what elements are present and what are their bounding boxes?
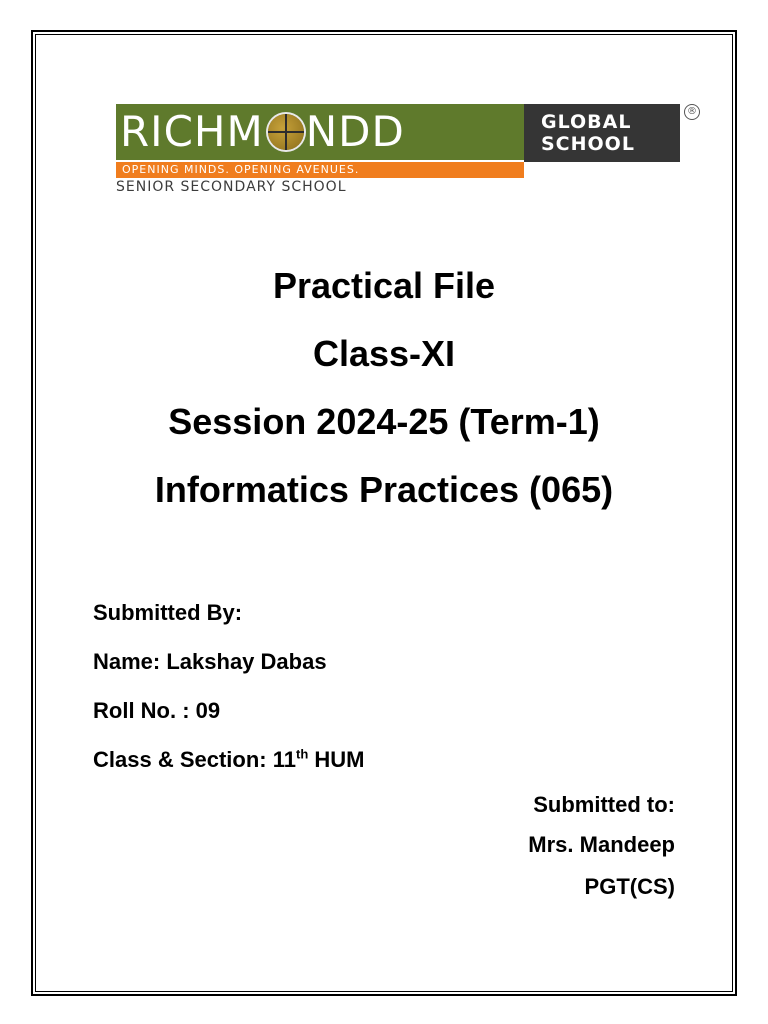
logo-badge — [524, 104, 680, 162]
roll-number: Roll No. : 09 — [93, 698, 221, 723]
class-section-prefix: Class & Section: 11 — [93, 747, 296, 772]
title-block — [0, 262, 768, 534]
title-class: Class-XI — [312, 333, 456, 374]
class-section-superscript: th — [295, 746, 309, 762]
logo-subtitle: SENIOR SECONDARY SCHOOL — [116, 179, 347, 195]
class-section-suffix: HUM — [308, 747, 365, 772]
submitted-to-block — [528, 790, 675, 910]
class-section — [93, 745, 364, 794]
logo-badge-line2: SCHOOL — [541, 133, 635, 155]
title-session: Session 2024-25 (Term-1) — [168, 401, 600, 442]
submitted-to-heading: Submitted to: — [533, 792, 675, 817]
logo-badge-line1: GLOBAL — [541, 111, 632, 133]
registered-mark-icon: ® — [684, 104, 700, 120]
teacher-designation: PGT(CS) — [584, 874, 675, 899]
submitted-by-block — [93, 598, 364, 794]
title-subject: Informatics Practices (065) — [154, 469, 614, 510]
logo-word-left: RICHM — [120, 107, 264, 156]
student-name: Name: Lakshay Dabas — [93, 649, 327, 674]
logo-word-right: NDD — [305, 107, 405, 156]
logo-wordmark — [116, 104, 524, 160]
title-practical-file: Practical File — [272, 265, 496, 306]
submitted-by-heading: Submitted By: — [93, 600, 243, 625]
globe-icon — [268, 114, 304, 150]
school-logo — [116, 100, 706, 200]
teacher-name: Mrs. Mandeep — [528, 832, 675, 857]
logo-tagline: OPENING MINDS. OPENING AVENUES. — [116, 162, 524, 178]
